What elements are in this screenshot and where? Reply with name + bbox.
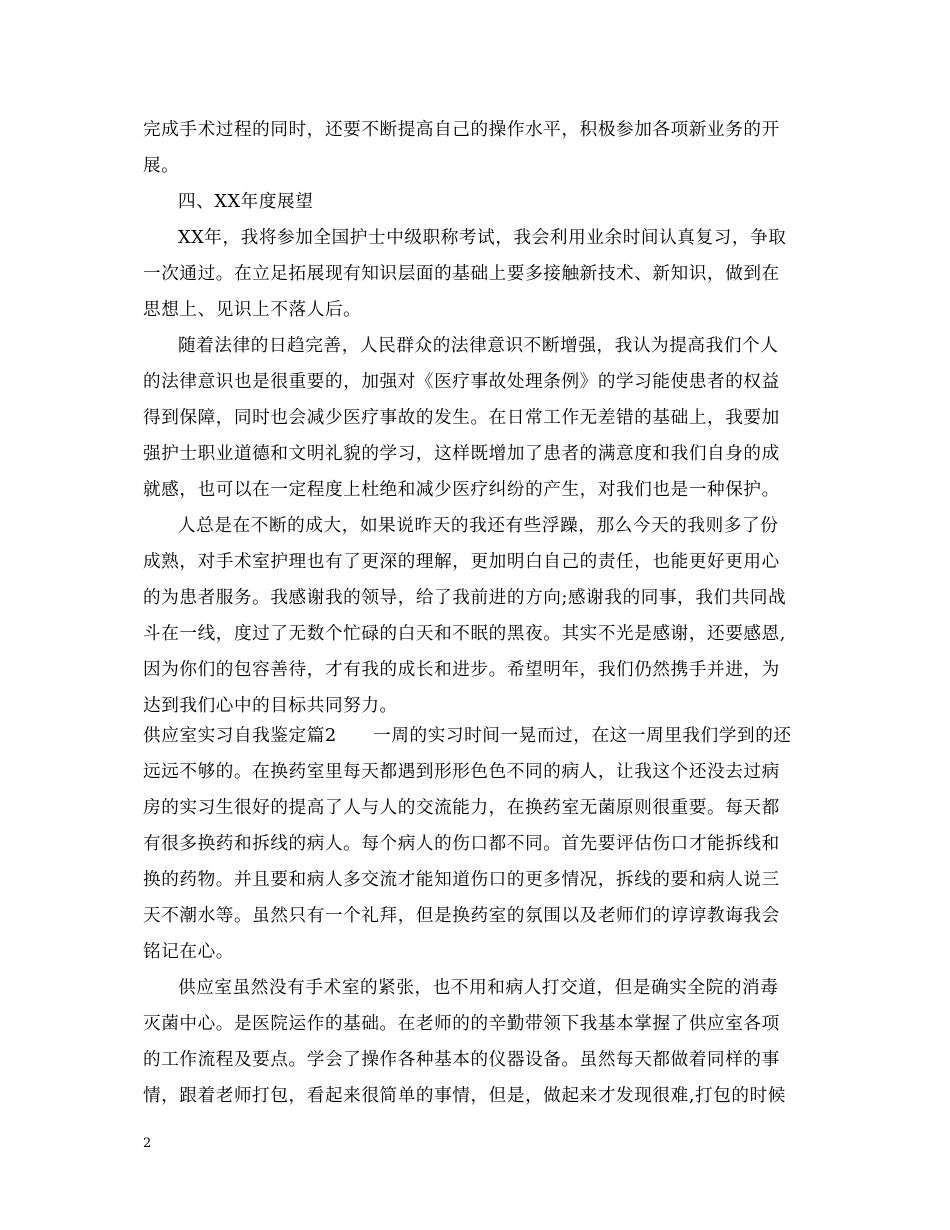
- text-line: XX年，我将参加全国护士中级职称考试，我会利用业余时间认真复习，争取: [178, 228, 787, 248]
- section-heading: 四、XX年度展望: [178, 192, 314, 212]
- section-title-line: 供应室实习自我鉴定篇2 一周的实习时间一晃而过，在这一周里我们学到的还: [143, 726, 792, 746]
- text-line: 情，跟着老师打包，看起来很简单的事情，但是，做起来才发现很难,打包的时候: [143, 1086, 786, 1106]
- text-line: 完成手术过程的同时，还要不断提高自己的操作水平，积极参加各项新业务的开: [143, 120, 780, 140]
- text-line: 思想上、见识上不落人后。: [143, 300, 362, 320]
- text-line: 有很多换药和拆线的病人。每个病人的伤口都不同。首先要评估伤口才能拆线和: [143, 834, 780, 854]
- text-line: 铭记在心。: [143, 942, 234, 962]
- text-line: 远远不够的。在换药室里每天都遇到形形色色不同的病人，让我这个还没去过病: [143, 762, 780, 782]
- text-line: 灭菌中心。是医院运作的基础。在老师的的辛勤带领下我基本掌握了供应室各项: [143, 1014, 780, 1034]
- text-line: 就感，也可以在一定程度上杜绝和减少医疗纠纷的产生，对我们也是一种保护。: [143, 480, 780, 500]
- text-line: 一次通过。在立足拓展现有知识层面的基础上要多接触新技术、新知识，做到在: [143, 264, 780, 284]
- text-line: 展。: [143, 156, 180, 176]
- text-line: 人总是在不断的成大，如果说昨天的我还有些浮躁，那么今天的我则多了份: [178, 516, 779, 536]
- text-line: 的为患者服务。我感谢我的领导，给了我前进的方向;感谢我的同事，我们共同战: [143, 588, 787, 608]
- text-line: 强护士职业道德和文明礼貌的学习，这样既增加了患者的满意度和我们自身的成: [143, 444, 780, 464]
- text-line: 的工作流程及要点。学会了操作各种基本的仪器设备。虽然每天都做着同样的事: [143, 1050, 780, 1070]
- text-line: 成熟，对手术室护理也有了更深的理解，更加明白自己的责任，也能更好更用心: [143, 552, 780, 572]
- text-line: 斗在一线，度过了无数个忙碌的白天和不眠的黑夜。其实不光是感谢，还要感恩,: [143, 624, 786, 644]
- text-line: 随着法律的日趋完善，人民群众的法律意识不断增强，我认为提高我们个人: [178, 336, 779, 356]
- text-line: 换的药物。并且要和病人多交流才能知道伤口的更多情况，拆线的要和病人说三: [143, 870, 780, 890]
- text-line: 天不潮水等。虽然只有一个礼拜，但是换药室的氛围以及老师们的谆谆教诲我会: [143, 906, 780, 926]
- text-line: 得到保障，同时也会减少医疗事故的发生。在日常工作无差错的基础上，我要加: [143, 408, 780, 428]
- text-line: 供应室虽然没有手术室的紧张，也不用和病人打交道，但是确实全院的消毒: [178, 978, 779, 998]
- text-line: 的法律意识也是很重要的，加强对《医疗事故处理条例》的学习能使患者的权益: [143, 372, 780, 392]
- text-line: 达到我们心中的目标共同努力。: [143, 696, 398, 716]
- text-line: 因为你们的包容善待，才有我的成长和进步。希望明年，我们仍然携手并进，为: [143, 660, 780, 680]
- page-number: 2: [143, 1136, 152, 1151]
- text-line: 房的实习生很好的提高了人与人的交流能力，在换药室无菌原则很重要。每天都: [143, 798, 780, 818]
